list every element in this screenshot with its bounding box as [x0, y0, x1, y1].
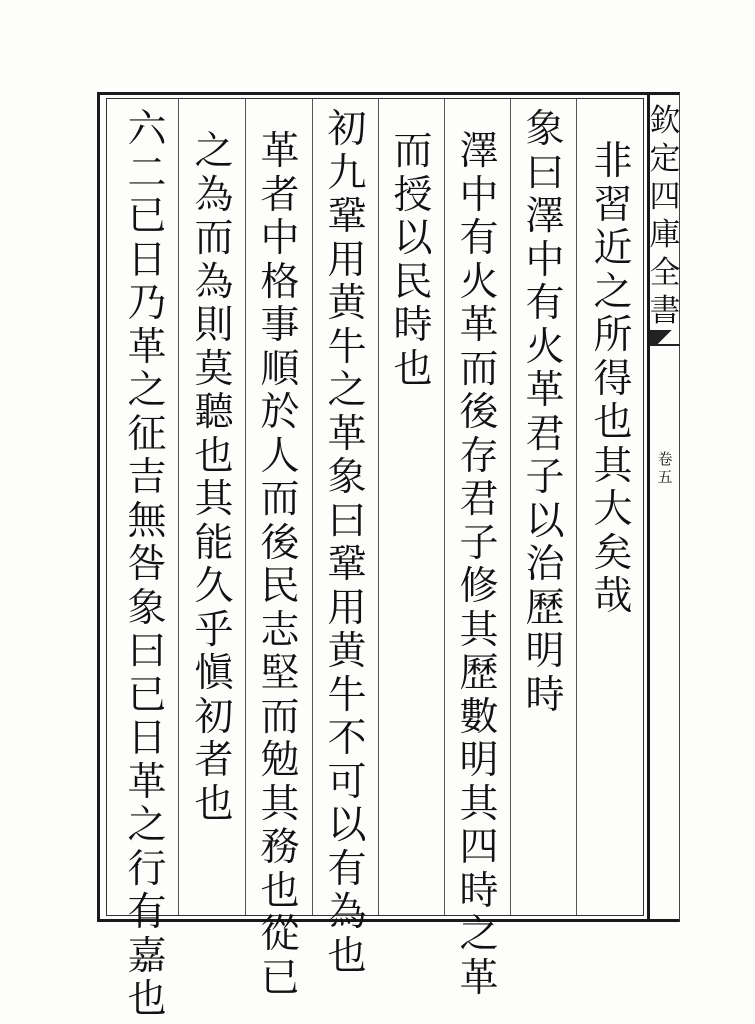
- column-rule: [312, 99, 313, 915]
- text-column-2: 象 曰 澤 中 有 火 革 君 子 以 治 歷 明 時: [525, 107, 565, 718]
- text-column-4: 而 授 以 民 時 也: [393, 129, 433, 392]
- column-rule: [444, 99, 445, 915]
- text-column-3: 澤 中 有 火 革 而 後 存 君 子 修 其 歷 數 明 其 四 時 之 革: [459, 129, 499, 1001]
- fishtail-mark: [650, 330, 680, 344]
- text-column-1: 非 習 近 之 所 得 也 其 大 矣 哉: [593, 139, 633, 619]
- text-column-5: 初 九 鞏 用 黄 牛 之 革 象 曰 鞏 用 黄 牛 不 可 以 有 為 也: [327, 107, 367, 979]
- book-title: 欽 定 四 庫 全 書: [649, 103, 681, 329]
- column-rule: [245, 99, 246, 915]
- text-column-6: 革 者 中 格 事 順 於 人 而 後 民 志 堅 而 勉 其 務 也 從 已: [260, 129, 300, 1001]
- column-rule: [378, 99, 379, 915]
- volume-label: 卷 五: [657, 450, 673, 486]
- column-rule: [510, 99, 511, 915]
- text-column-8: 六 二 已 日 乃 革 之 征 吉 無 咎 象 曰 已 日 革 之 行 有 嘉 也: [127, 107, 167, 1022]
- fishtail-rule: [650, 344, 680, 346]
- column-rule: [576, 99, 577, 915]
- text-column-7: 之 為 而 為 則 莫 聽 也 其 能 久 乎 愼 初 者 也: [194, 129, 234, 827]
- column-rule: [178, 99, 179, 915]
